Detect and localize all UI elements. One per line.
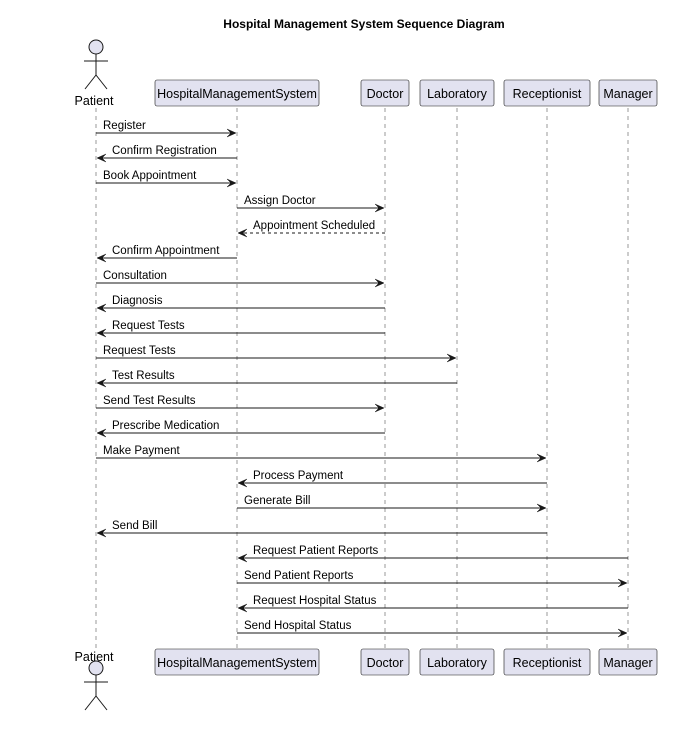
participant-bottom-patient (75, 650, 114, 710)
message-17 (97, 520, 547, 537)
message-18 (238, 545, 628, 562)
participant-top-hms (155, 80, 319, 106)
message-label: Test Results (112, 370, 175, 382)
participant-label: Receptionist (512, 87, 582, 101)
message-label: Request Hospital Status (253, 595, 377, 607)
message-label: Generate Bill (244, 495, 311, 507)
message-label: Confirm Registration (112, 145, 217, 157)
participant-bottom-mgr (599, 649, 657, 675)
message-8 (97, 295, 385, 312)
message-21 (237, 620, 627, 637)
message-label: Process Payment (253, 470, 344, 482)
message-16 (237, 495, 546, 512)
message-label: Assign Doctor (244, 195, 316, 207)
participant-top-doctor (361, 80, 409, 106)
message-6 (97, 245, 237, 262)
participants-bottom (75, 649, 657, 710)
participant-bottom-hms (155, 649, 319, 675)
participant-label: Patient (74, 94, 114, 108)
message-label: Request Tests (112, 320, 185, 332)
participant-label: HospitalManagementSystem (157, 87, 317, 101)
message-label: Consultation (103, 270, 167, 282)
participant-label: Laboratory (427, 656, 487, 670)
participant-bottom-rec (504, 649, 590, 675)
message-20 (238, 595, 628, 612)
message-3 (96, 170, 236, 187)
message-label: Send Patient Reports (244, 570, 354, 582)
message-label: Appointment Scheduled (253, 220, 376, 232)
participant-label: HospitalManagementSystem (157, 656, 317, 670)
messages (96, 120, 628, 637)
message-label: Send Bill (112, 520, 158, 532)
message-label: Request Patient Reports (253, 545, 379, 557)
participants-top (75, 40, 657, 108)
participant-bottom-doctor (361, 649, 409, 675)
participant-top-lab (420, 80, 494, 106)
message-label: Confirm Appointment (112, 245, 220, 257)
message-label: Diagnosis (112, 295, 163, 307)
participant-label: Laboratory (427, 87, 487, 101)
message-label: Send Hospital Status (244, 620, 352, 632)
participant-label: Patient (74, 650, 114, 664)
message-label: Book Appointment (103, 170, 197, 182)
message-14 (96, 445, 546, 462)
message-label: Send Test Results (103, 395, 196, 407)
actor-figure-icon (84, 40, 108, 89)
actor-figure-icon (84, 661, 108, 710)
message-5 (238, 220, 385, 237)
message-2 (97, 145, 237, 162)
message-7 (96, 270, 384, 287)
message-label: Make Payment (103, 445, 180, 457)
message-label: Request Tests (103, 345, 176, 357)
message-19 (237, 570, 627, 587)
message-1 (96, 120, 236, 137)
participant-top-rec (504, 80, 590, 106)
participant-label: Manager (603, 656, 653, 670)
message-label: Prescribe Medication (112, 420, 220, 432)
message-11 (97, 370, 457, 387)
lifelines (96, 108, 628, 648)
message-9 (97, 320, 385, 337)
participant-top-mgr (599, 80, 657, 106)
diagram-title: Hospital Management System Sequence Diagram (223, 17, 505, 31)
participant-bottom-lab (420, 649, 494, 675)
message-label: Register (103, 120, 146, 132)
participant-top-patient (75, 40, 114, 108)
message-12 (96, 395, 384, 412)
participant-label: Doctor (366, 87, 404, 101)
message-4 (237, 195, 384, 212)
message-15 (238, 470, 547, 487)
participant-label: Doctor (366, 656, 404, 670)
participant-label: Receptionist (512, 656, 582, 670)
message-10 (96, 345, 456, 362)
participant-label: Manager (603, 87, 653, 101)
message-13 (97, 420, 385, 437)
